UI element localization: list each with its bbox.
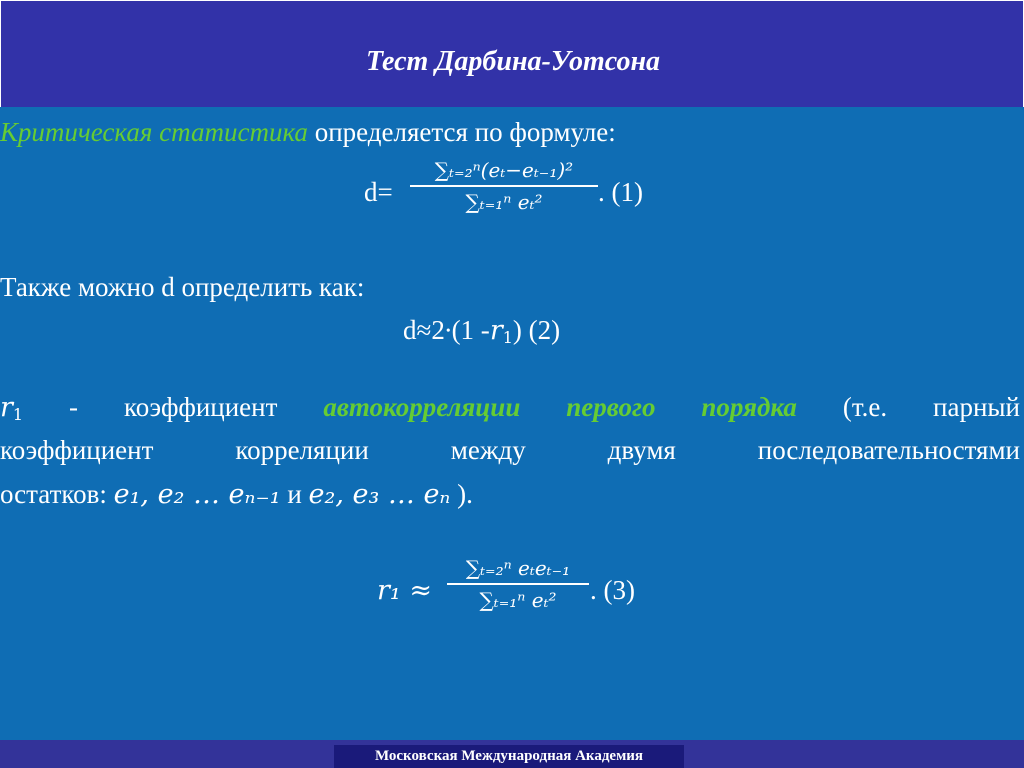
formula-1-denominator: ∑ₜ₌₁ⁿ eₜ²: [465, 190, 543, 214]
formula-3-fraction-bar: [447, 583, 589, 585]
formula-2-prefix: d≈2∙(1 -: [403, 315, 490, 345]
para-word-coefficient: коэффициент: [123, 392, 278, 422]
para-word-ie: (т.е.: [842, 392, 888, 422]
intro-line: [0, 117, 616, 148]
slide-title: Тест Дарбина-Уотсона: [365, 46, 661, 77]
para-line2-word: коэффициент: [0, 435, 154, 465]
formula-2-r: r: [489, 315, 503, 346]
formula-2-r-sub: 1: [502, 328, 513, 347]
formula-2-suffix: ) (2): [512, 315, 561, 345]
para-line2-word: корреляции: [235, 435, 369, 465]
residuals-closing: ).: [450, 479, 473, 509]
slide-header: [0, 0, 1024, 107]
critical-statistic-term: Критическая статистика: [0, 117, 308, 147]
formula-2: [403, 315, 560, 347]
residual-sequence-1: e₁, e₂ … eₙ₋₁: [113, 479, 281, 510]
para-line2-word: между: [450, 435, 526, 465]
footer-label: Московская Международная Академия: [334, 745, 684, 768]
formula-1-fraction-bar: [410, 185, 598, 187]
formula-3-lhs: r₁ ≈: [377, 575, 432, 606]
formula-3-tag: . (3): [590, 575, 635, 605]
formula-1-numerator: ∑ₜ₌₂ⁿ(eₜ−eₜ₋₁)²: [434, 158, 574, 182]
residual-sequence-2: e₂, e₃ … eₙ: [308, 479, 451, 510]
formula-1-lhs: d=: [364, 177, 393, 207]
paragraph-line-3: [0, 479, 473, 510]
residuals-label: остатков:: [0, 479, 114, 509]
slide-footer: [0, 740, 1024, 768]
order-term: порядка: [701, 392, 797, 422]
formula-3-fraction: [447, 555, 589, 613]
para-word-paired: парный: [933, 392, 1020, 422]
r1-symbol: [0, 392, 23, 424]
formula-1-tag: . (1): [598, 177, 643, 207]
formula-1-fraction: [410, 157, 598, 215]
para-line2-word: двумя: [607, 435, 676, 465]
para-dash: -: [69, 392, 79, 422]
r1-r: r: [0, 392, 13, 423]
alternative-definition-line: Также можно d определить как:: [0, 272, 365, 302]
formula-3-denominator: ∑ₜ₌₁ⁿ eₜ²: [479, 588, 557, 612]
paragraph-line-1: [0, 392, 1020, 424]
para-line2-word: последовательностями: [757, 435, 1020, 465]
slide-content: [0, 107, 1024, 740]
r1-sub: 1: [12, 405, 24, 424]
paragraph-line-2: [0, 435, 1020, 466]
and-word: и: [280, 479, 309, 509]
autocorrelation-term: автокорреляции: [323, 392, 521, 422]
intro-line-rest: определяется по формуле:: [307, 117, 616, 147]
formula-3-numerator: ∑ₜ₌₂ⁿ eₜeₜ₋₁: [465, 556, 571, 580]
first-term: первого: [566, 392, 656, 422]
